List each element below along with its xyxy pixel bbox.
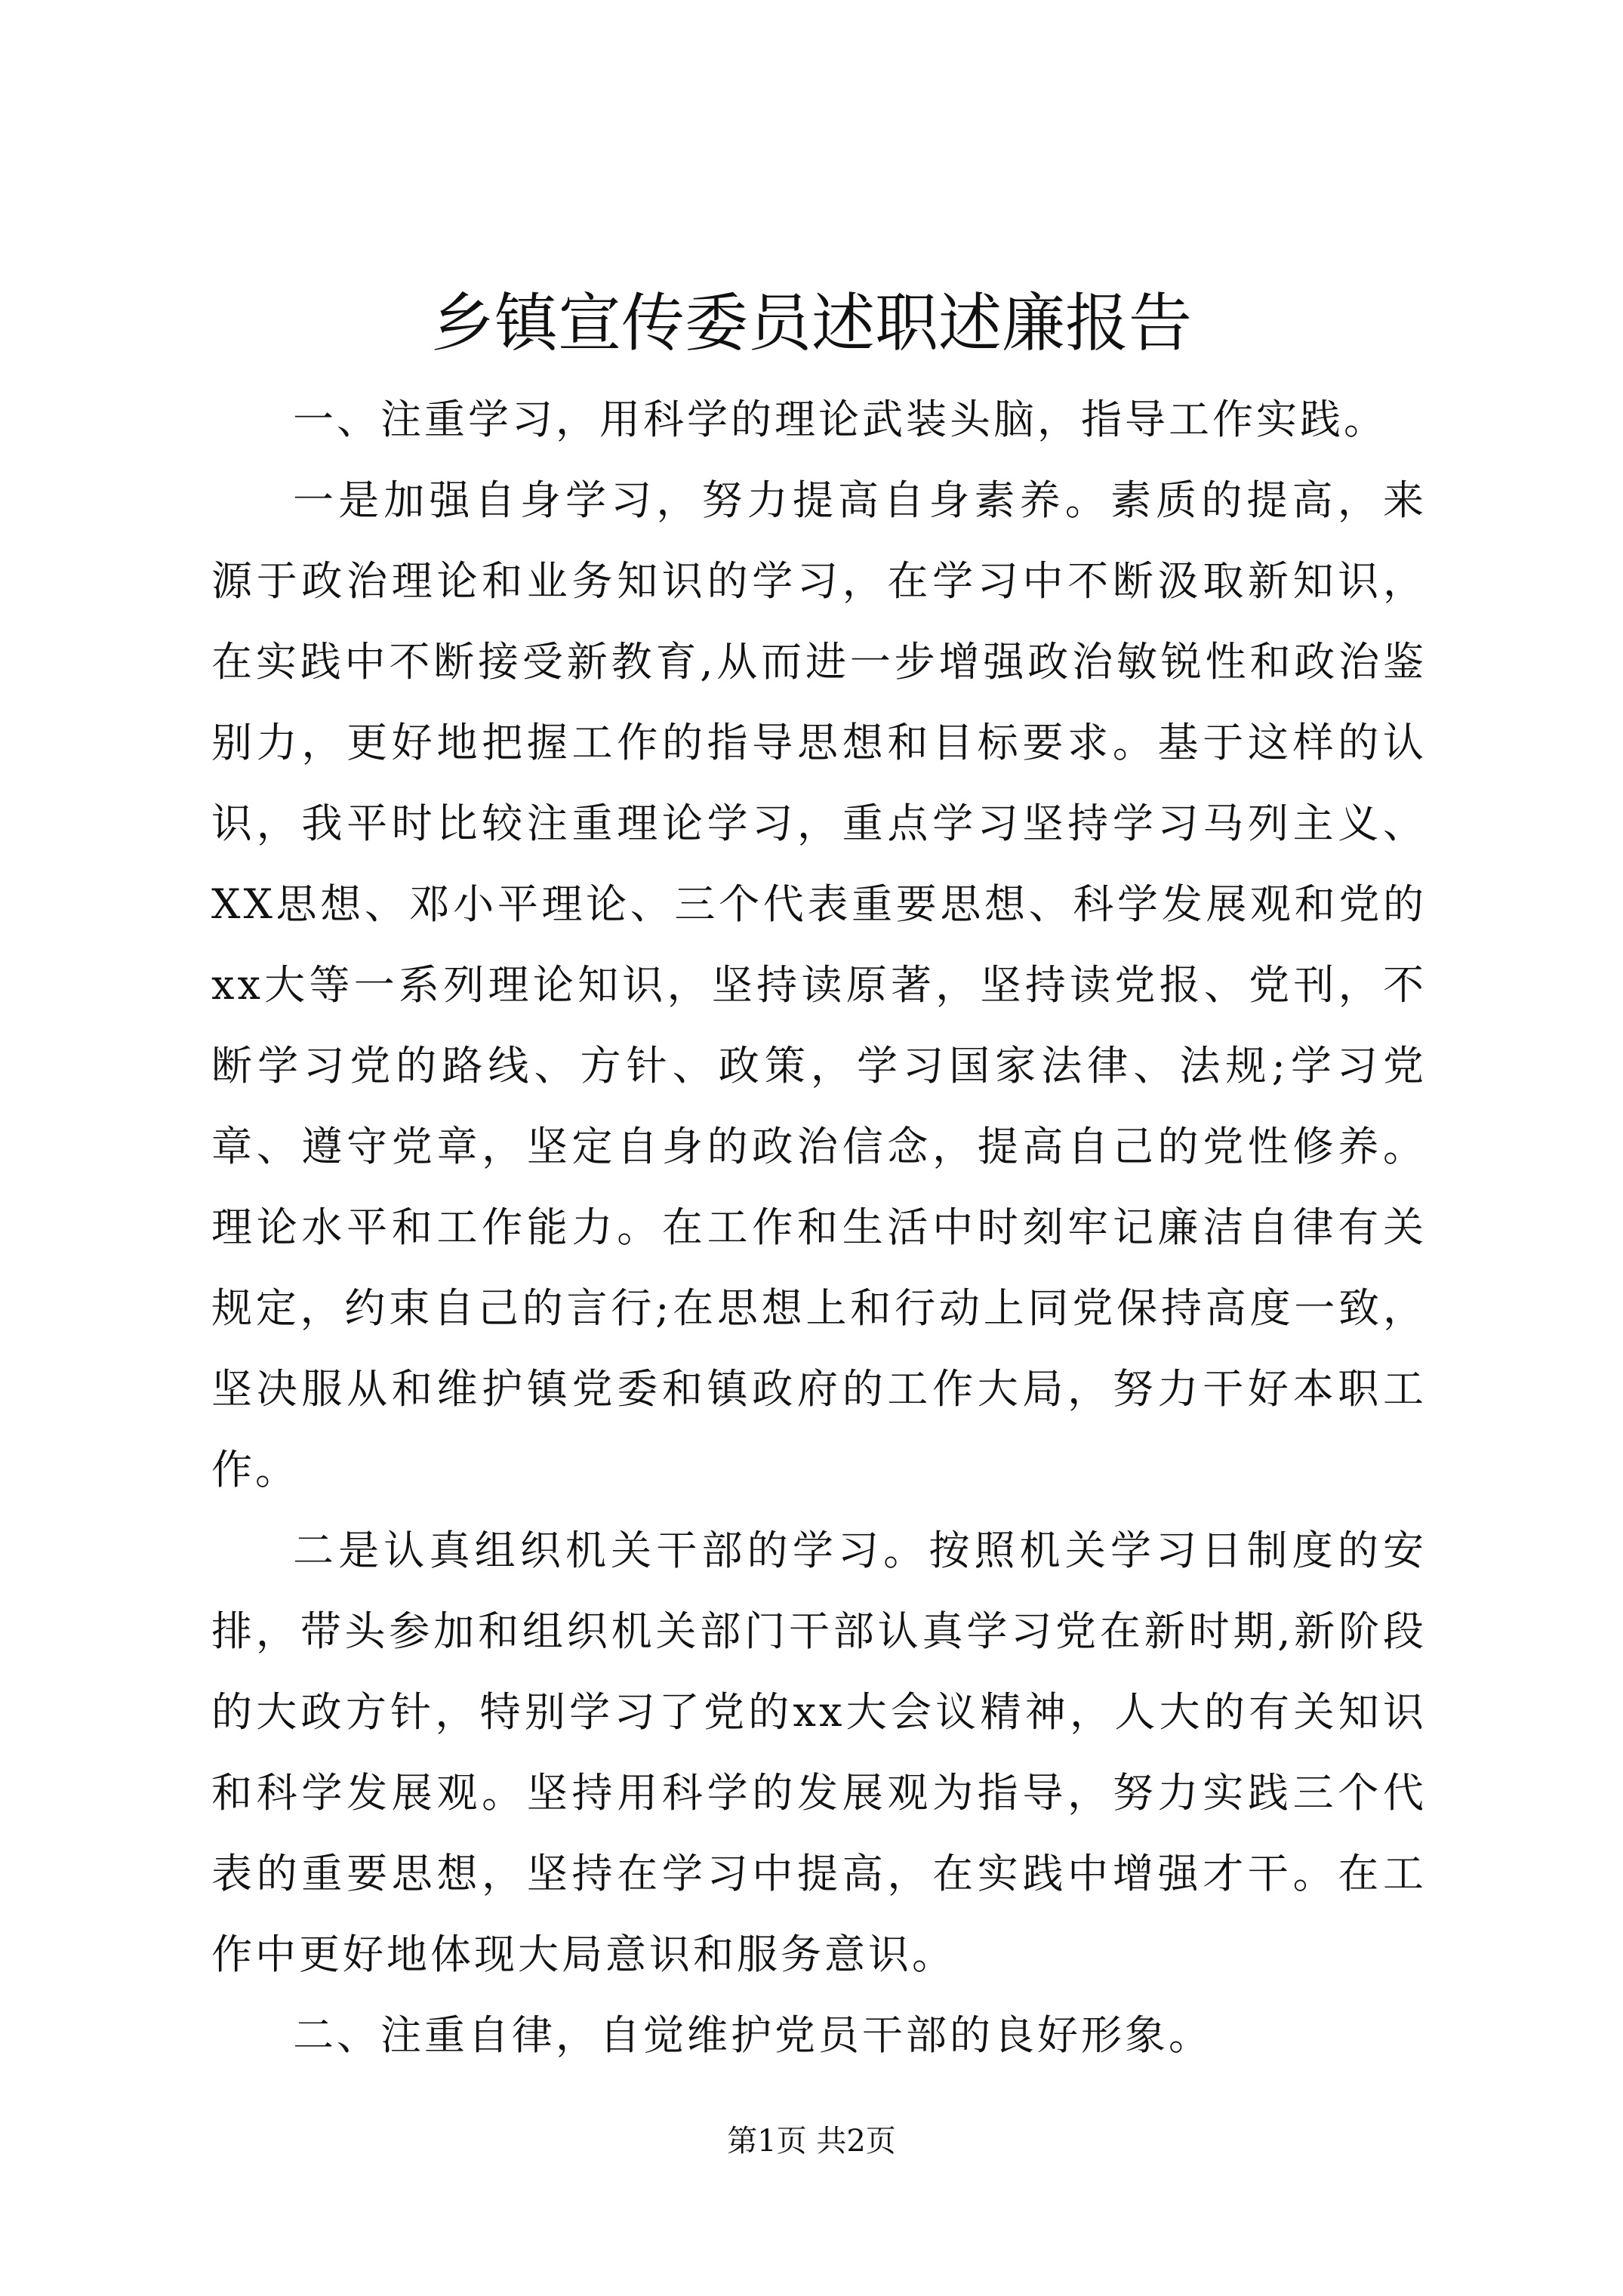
page-title: 乡镇宣传委员述职述廉报告 — [430, 286, 1192, 360]
document-body — [211, 379, 1427, 2076]
paragraph-section-1-heading: 一、注重学习，用科学的理论武装头脑，指导工作实践。 — [293, 396, 1387, 443]
page-number-label: 第1页 共2页 — [727, 2124, 896, 2159]
paragraph-self-study: 一是加强自身学习，努力提高自身素养。素质的提高，来源于政治理论和业务知识的学习，在学习中不断汲取新知识，在实践中不断接受新教育,从而进一步增强政治敏锐性和政治鉴别力，更好地把握工作的指导思想和目标要求。基于这样的认识，我平时比较注重理论学习，重点学习坚持学习马列主义、XX思想、邓小平理论、三个代表重要思想、科学发展观和党的xx大等一系列理论知识，坚持读原著，坚持读党报、党刊，不断学习党的路线、方针、政策，学习国家法律、法规;学习党章、遵守党章，坚定自身的政治信念，提高自己的党性修养。理论水平和工作能力。在工作和生活中时刻牢记廉洁自律有关规定，约束自己的言行;在思想上和行动上同党保持高度一致，坚决服从和维护镇党委和镇政府的工作大局，努力干好本职工作。 — [211, 476, 1427, 1493]
paragraph-section-2-heading: 二、注重自律，自觉维护党员干部的良好形象。 — [293, 2011, 1212, 2059]
page-footer — [0, 2120, 1623, 2162]
paragraph-organize-study: 二是认真组织机关干部的学习。按照机关学习日制度的安排，带头参加和组织机关部门干部认真学习党在新时期,新阶段的大政方针，特别学习了党的xx大会议精神，人大的有关知识和科学发展观。坚持用科学的发展观为指导，努力实践三个代表的重要思想，坚持在学习中提高，在实践中增强才干。在工作中更好地体现大局意识和服务意识。 — [211, 1527, 1427, 1978]
